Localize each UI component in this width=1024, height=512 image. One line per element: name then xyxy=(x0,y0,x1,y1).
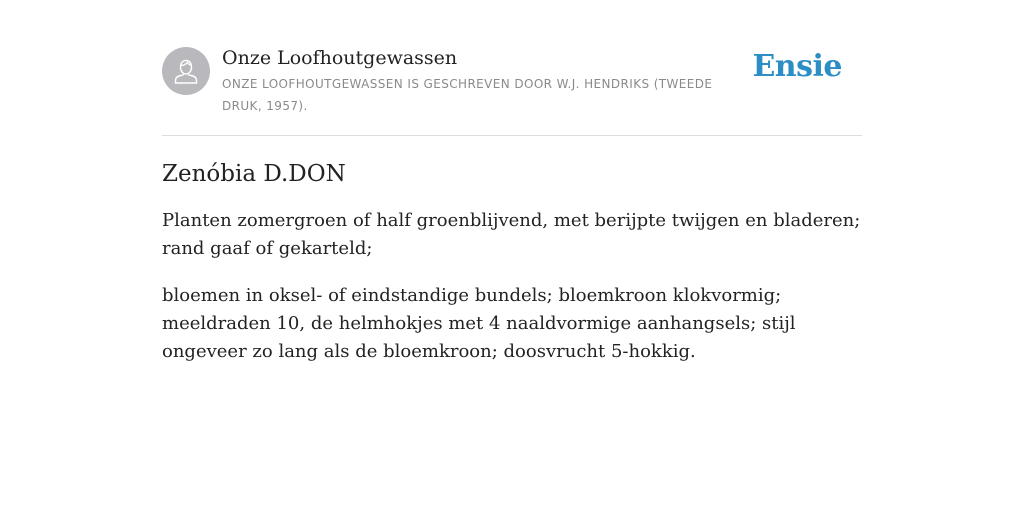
source-title[interactable]: Onze Loofhoutgewassen xyxy=(222,47,458,69)
source-avatar[interactable] xyxy=(162,47,210,95)
source-description: ONZE LOOFHOUTGEWASSEN IS GESCHREVEN DOOR W.J. HENDRIKS (TWEEDE DRUK, 1957). xyxy=(222,77,713,113)
source-info xyxy=(222,44,752,117)
entry-title: Zenóbia D.DON xyxy=(162,161,346,187)
ensie-logo[interactable]: Ensie xyxy=(752,49,842,84)
entry-paragraph: bloemen in oksel- of eindstandige bundels; bloemkroon klokvormig; meeldraden 10, de helmhokjes met 4 naaldvormige aanhangsels; stijl ongeveer zo lang als de bloemkroon; doosvrucht 5-hokkig. xyxy=(162,285,796,362)
user-icon xyxy=(171,56,201,86)
entry-card xyxy=(162,44,862,366)
entry-paragraph: Planten zomergroen of half groenblijvend, met berijpte twijgen en bladeren; rand gaaf of gekarteld; xyxy=(162,210,861,259)
source-header xyxy=(162,44,862,136)
